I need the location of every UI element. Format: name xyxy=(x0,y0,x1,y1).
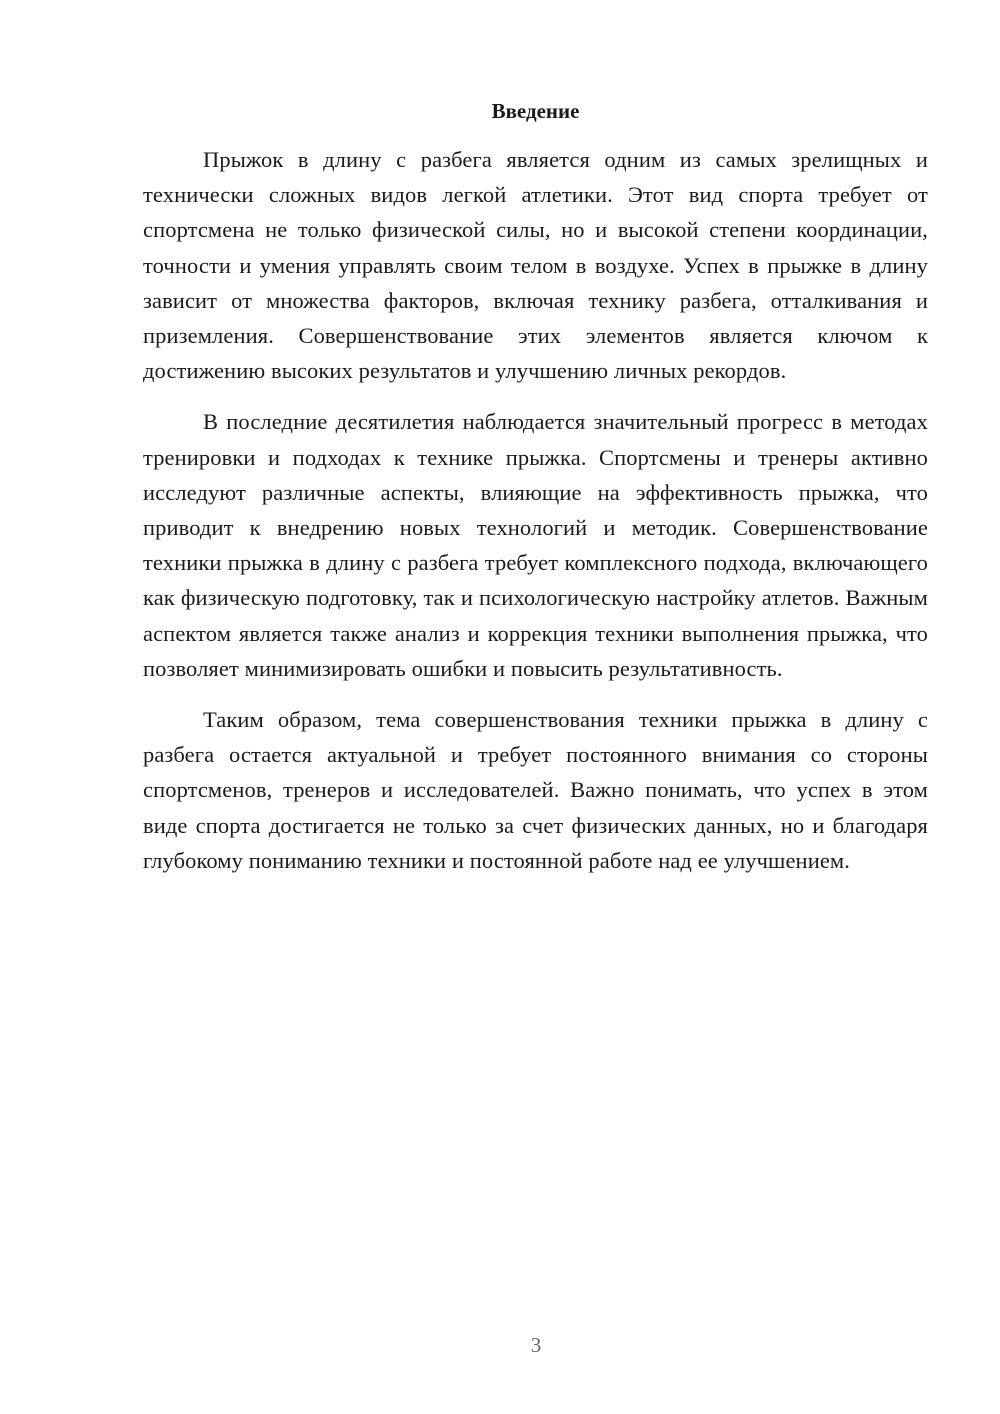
paragraph-2: В последние десятилетия наблюдается значительный прогресс в методах тренировки и подходах к технике прыжка. Спортсмены и тренеры активно исследуют различные аспекты, влияющие на эффективность прыжка, что приводит к внедрению новых технологий и методик. Совершенствование техники прыжка в длину с разбега требует комплексного подхода, включающего как физическую подготовку, так и психологическую настройку атлетов. Важным аспектом является также анализ и коррекция техники выполнения прыжка, что позволяет минимизировать ошибки и повысить результативность. xyxy=(143,409,928,681)
section-heading: Введение xyxy=(491,99,580,123)
page-number: 3 xyxy=(530,1333,542,1357)
body-text xyxy=(143,142,928,894)
paragraph-3: Таким образом, тема совершенствования техники прыжка в длину с разбега остается актуальной и требует постоянного внимания со стороны спортсменов, тренеров и исследователей. Важно понимать, что успех в этом виде спорта достигается не только за счет физических данных, но и благодаря глубокому пониманию техники и постоянной работе над ее улучшением. xyxy=(143,707,928,873)
paragraph-1: Прыжок в длину с разбега является одним из самых зрелищных и технически сложных видов легкой атлетики. Этот вид спорта требует от спортсмена не только физической силы, но и высокой степени координации, точности и умения управлять своим телом в воздухе. Успех в прыжке в длину зависит от множества факторов, включая технику разбега, отталкивания и приземления. Совершенствование этих элементов является ключом к достижению высоких результатов и улучшению личных рекордов. xyxy=(143,147,928,384)
